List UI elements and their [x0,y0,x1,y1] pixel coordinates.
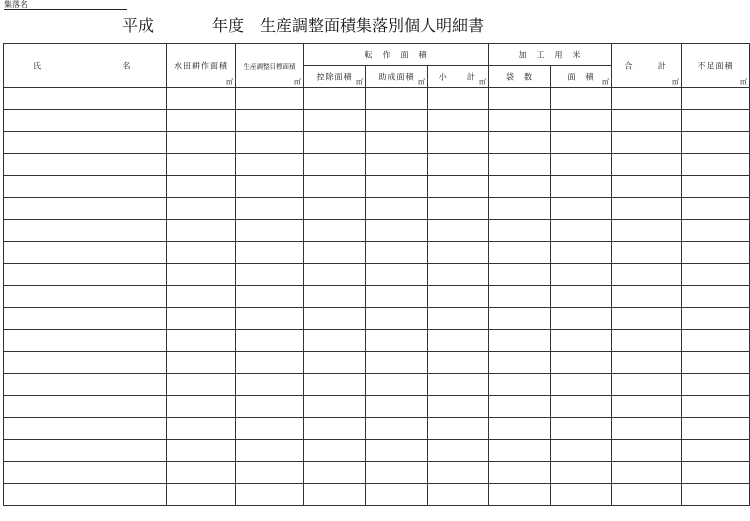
table-cell[interactable] [551,198,612,220]
col-header-target-area [236,44,304,88]
table-cell[interactable] [4,396,167,418]
table-cell[interactable] [612,220,682,242]
table-cell[interactable] [682,88,750,110]
table-cell[interactable] [366,132,428,154]
table-cell[interactable] [682,308,750,330]
table-cell[interactable] [428,198,489,220]
table-cell[interactable] [489,198,551,220]
table-cell[interactable] [304,264,366,286]
table-cell[interactable] [682,352,750,374]
table-cell[interactable] [551,374,612,396]
village-name-label: 集落名 [4,0,28,9]
table-cell[interactable] [682,440,750,462]
table-cell[interactable] [682,286,750,308]
table-cell[interactable] [304,330,366,352]
table-cell[interactable] [236,396,304,418]
table-cell[interactable] [612,330,682,352]
table-cell[interactable] [236,264,304,286]
table-cell[interactable] [366,462,428,484]
table-cell[interactable] [236,440,304,462]
paddy-area-label: 水田耕作面積 [174,61,228,70]
processing-rice-label: 加 工 用 米 [518,50,582,59]
table-cell[interactable] [304,154,366,176]
table-cell[interactable] [489,352,551,374]
table-cell[interactable] [167,462,236,484]
table-cell[interactable] [366,264,428,286]
table-cell[interactable] [612,264,682,286]
subtotal-header-a: 小 [438,72,447,81]
target-area-label: 生産調整目標面積 [243,62,296,70]
table-cell[interactable] [236,286,304,308]
table-cell[interactable] [236,374,304,396]
table-cell[interactable] [489,330,551,352]
table-cell[interactable] [304,110,366,132]
table-cell[interactable] [489,286,551,308]
table-cell[interactable] [612,176,682,198]
table-cell[interactable] [236,154,304,176]
table-cell[interactable] [612,374,682,396]
table-cell[interactable] [167,242,236,264]
table-cell[interactable] [428,352,489,374]
table-cell[interactable] [551,484,612,506]
table-cell[interactable] [236,330,304,352]
table-cell[interactable] [551,352,612,374]
table-cell[interactable] [489,374,551,396]
table-cell[interactable] [489,462,551,484]
table-cell[interactable] [551,220,612,242]
table-cell[interactable] [4,198,167,220]
table-cell[interactable] [167,264,236,286]
table-cell[interactable] [428,264,489,286]
name-header-b: 名 [122,61,131,70]
table-cell[interactable] [428,286,489,308]
exclusion-area-label: 控除面積 [316,72,353,81]
table-row [4,374,750,396]
table-cell[interactable] [428,484,489,506]
name-header-a: 氏 [33,61,42,70]
table-row [4,154,750,176]
total-header-b: 計 [657,61,666,70]
table-row [4,198,750,220]
table-cell[interactable] [551,308,612,330]
title-era: 平成 [122,16,155,35]
col-header-exclusion-area [304,66,366,88]
table-cell[interactable] [682,396,750,418]
table-cell[interactable] [366,154,428,176]
table-cell[interactable] [551,176,612,198]
table-cell[interactable] [366,374,428,396]
table-row [4,352,750,374]
table-cell[interactable] [428,418,489,440]
table-cell[interactable] [489,308,551,330]
table-cell[interactable] [366,220,428,242]
unit-label: ㎡ [672,78,680,86]
table-cell[interactable] [167,286,236,308]
table-cell[interactable] [4,374,167,396]
table-cell[interactable] [428,374,489,396]
col-header-processing-rice [489,44,612,66]
table-cell[interactable] [682,110,750,132]
table-cell[interactable] [236,352,304,374]
total-header-a: 合 [624,61,633,70]
table-cell[interactable] [366,88,428,110]
table-cell[interactable] [682,154,750,176]
col-header-proc-area [551,66,612,88]
table-cell[interactable] [236,132,304,154]
table-row [4,132,750,154]
table-body [4,88,750,506]
table-cell[interactable] [489,110,551,132]
table-cell[interactable] [428,462,489,484]
table-cell[interactable] [612,418,682,440]
col-header-paddy-area [167,44,236,88]
table-cell[interactable] [236,176,304,198]
unit-label: ㎡ [418,78,425,86]
table-cell[interactable] [551,242,612,264]
table-row [4,88,750,110]
proc-area-label: 面 積 [567,72,595,81]
table-cell[interactable] [167,220,236,242]
village-name-field-line[interactable] [4,9,127,10]
table-row [4,308,750,330]
col-header-name [4,44,167,88]
table-cell[interactable] [551,462,612,484]
table-cell[interactable] [304,462,366,484]
table-cell[interactable] [682,198,750,220]
table-cell[interactable] [236,462,304,484]
table-cell[interactable] [167,110,236,132]
table-cell[interactable] [304,242,366,264]
table-row [4,242,750,264]
table-cell[interactable] [304,396,366,418]
table-cell[interactable] [366,330,428,352]
table-cell[interactable] [428,88,489,110]
table-cell[interactable] [428,330,489,352]
table-cell[interactable] [304,440,366,462]
table-cell[interactable] [551,110,612,132]
table-cell[interactable] [167,154,236,176]
unit-label: ㎡ [479,78,487,86]
col-header-bags [489,66,551,88]
table-cell[interactable] [551,132,612,154]
table-cell[interactable] [489,396,551,418]
table-row [4,462,750,484]
table-row [4,220,750,242]
table-cell[interactable] [4,110,167,132]
table-cell[interactable] [4,484,167,506]
table-cell[interactable] [682,330,750,352]
table-cell[interactable] [682,484,750,506]
table-cell[interactable] [167,484,236,506]
table-cell[interactable] [366,352,428,374]
table-cell[interactable] [551,418,612,440]
table-row [4,286,750,308]
table-cell[interactable] [366,308,428,330]
table-row [4,484,750,506]
table-cell[interactable] [304,198,366,220]
table-cell[interactable] [4,132,167,154]
table-cell[interactable] [366,198,428,220]
table-cell[interactable] [236,198,304,220]
table-cell[interactable] [551,154,612,176]
table-cell[interactable] [489,484,551,506]
table-cell[interactable] [167,176,236,198]
table-cell[interactable] [4,418,167,440]
col-header-subtotal [428,66,489,88]
table-cell[interactable] [304,88,366,110]
table-cell[interactable] [304,374,366,396]
table-cell[interactable] [489,242,551,264]
table-cell[interactable] [167,396,236,418]
table-cell[interactable] [167,308,236,330]
table-cell[interactable] [167,330,236,352]
table-cell[interactable] [489,88,551,110]
unit-label: ㎡ [602,78,610,86]
table-cell[interactable] [4,154,167,176]
table-row [4,264,750,286]
table-cell[interactable] [551,330,612,352]
detail-table [3,43,750,506]
table-cell[interactable] [551,440,612,462]
col-header-total [612,44,682,88]
table-row [4,418,750,440]
table-cell[interactable] [366,396,428,418]
table-cell[interactable] [4,286,167,308]
table-cell[interactable] [236,308,304,330]
table-cell[interactable] [4,330,167,352]
table-cell[interactable] [304,308,366,330]
table-cell[interactable] [236,110,304,132]
table-cell[interactable] [167,418,236,440]
table-cell[interactable] [551,286,612,308]
table-row [4,440,750,462]
table-cell[interactable] [551,88,612,110]
table-cell[interactable] [428,176,489,198]
table-cell[interactable] [167,132,236,154]
table-cell[interactable] [682,418,750,440]
table-cell[interactable] [682,374,750,396]
table-cell[interactable] [428,154,489,176]
table-cell[interactable] [428,132,489,154]
table-cell[interactable] [4,308,167,330]
table-cell[interactable] [428,242,489,264]
table-cell[interactable] [366,286,428,308]
table-cell[interactable] [428,396,489,418]
table-cell[interactable] [366,440,428,462]
table-cell[interactable] [489,176,551,198]
table-cell[interactable] [489,154,551,176]
table-cell[interactable] [612,154,682,176]
subsidy-area-label: 助成面積 [378,72,415,81]
table-cell[interactable] [612,242,682,264]
table-cell[interactable] [4,264,167,286]
table-cell[interactable] [4,440,167,462]
table-cell[interactable] [4,352,167,374]
table-cell[interactable] [428,110,489,132]
table-cell[interactable] [682,462,750,484]
table-cell[interactable] [304,220,366,242]
bags-label: 袋 数 [506,72,534,81]
table-cell[interactable] [236,242,304,264]
table-cell[interactable] [304,484,366,506]
table-cell[interactable] [612,110,682,132]
table-cell[interactable] [682,264,750,286]
table-cell[interactable] [489,264,551,286]
table-cell[interactable] [551,396,612,418]
table-cell[interactable] [167,352,236,374]
table-cell[interactable] [304,418,366,440]
table-cell[interactable] [612,462,682,484]
conversion-area-label: 転 作 面 積 [364,50,428,59]
table-row [4,396,750,418]
table-cell[interactable] [167,88,236,110]
table-row [4,176,750,198]
unit-label: ㎡ [740,78,748,86]
table-cell[interactable] [304,132,366,154]
table-cell[interactable] [612,198,682,220]
table-cell[interactable] [4,242,167,264]
table-cell[interactable] [428,440,489,462]
unit-label: ㎡ [294,78,301,86]
table-cell[interactable] [489,418,551,440]
table-cell[interactable] [236,484,304,506]
table-cell[interactable] [682,132,750,154]
subtotal-header-b: 計 [466,72,475,81]
col-header-subsidy-area [366,66,428,88]
table-cell[interactable] [366,176,428,198]
table-cell[interactable] [489,220,551,242]
table-cell[interactable] [4,88,167,110]
table-row [4,330,750,352]
table-cell[interactable] [304,286,366,308]
table-cell[interactable] [682,242,750,264]
shortfall-area-label: 不足面積 [697,61,734,70]
table-cell[interactable] [489,440,551,462]
table-cell[interactable] [304,176,366,198]
table-cell[interactable] [612,308,682,330]
table-row [4,110,750,132]
table-cell[interactable] [167,440,236,462]
table-cell[interactable] [167,198,236,220]
table-cell[interactable] [4,220,167,242]
table-cell[interactable] [366,242,428,264]
table-cell[interactable] [612,286,682,308]
unit-label: ㎡ [226,78,233,86]
table-cell[interactable] [682,220,750,242]
table-cell[interactable] [682,176,750,198]
table-cell[interactable] [612,396,682,418]
col-header-conversion-area [304,44,489,66]
table-cell[interactable] [612,352,682,374]
table-cell[interactable] [236,418,304,440]
table-cell[interactable] [366,418,428,440]
table-cell[interactable] [612,484,682,506]
unit-label: ㎡ [356,78,363,86]
table-cell[interactable] [612,440,682,462]
table-cell[interactable] [428,220,489,242]
table-cell[interactable] [551,264,612,286]
table-cell[interactable] [4,176,167,198]
table-cell[interactable] [4,462,167,484]
table-cell[interactable] [612,132,682,154]
table-cell[interactable] [236,88,304,110]
table-cell[interactable] [428,308,489,330]
table-cell[interactable] [167,374,236,396]
table-cell[interactable] [366,484,428,506]
table-cell[interactable] [612,88,682,110]
table-cell[interactable] [236,220,304,242]
table-cell[interactable] [366,110,428,132]
col-header-shortfall-area [682,44,750,88]
page-title: 年度 生産調整面積集落別個人明細書 [212,16,485,35]
table-cell[interactable] [304,352,366,374]
table-cell[interactable] [489,132,551,154]
